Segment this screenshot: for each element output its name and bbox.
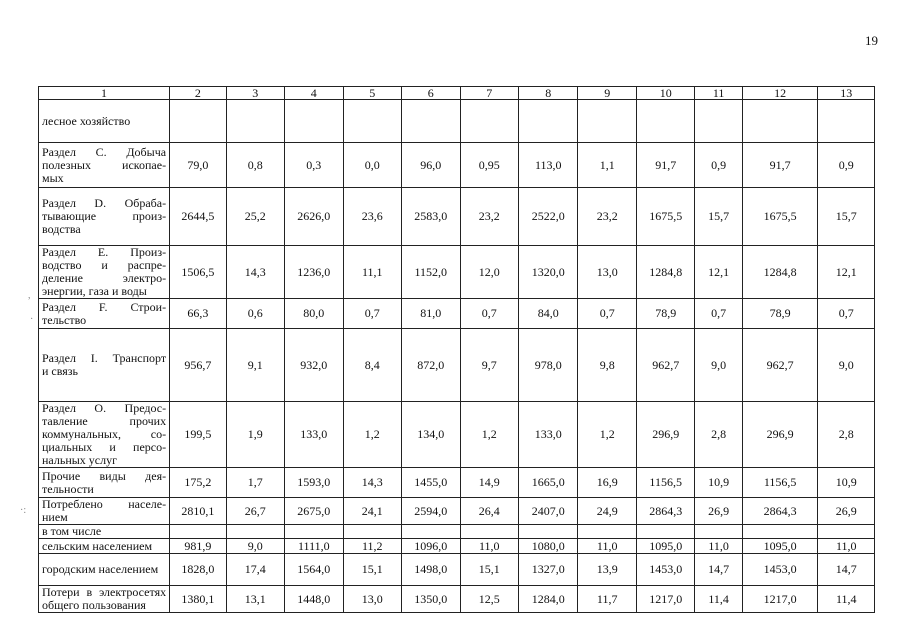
value-cell	[695, 100, 742, 143]
value-cell: 2583,0	[402, 188, 460, 246]
value-cell: 1,2	[460, 402, 518, 468]
column-number-header: 11	[695, 87, 742, 100]
value-cell: 296,9	[636, 402, 694, 468]
row-label-line: коммунальных, со-	[42, 427, 167, 441]
value-cell: 11,0	[695, 539, 742, 554]
row-label-line: мых	[42, 170, 64, 185]
value-cell: 10,9	[818, 468, 875, 498]
row-label	[39, 554, 170, 586]
row-label-line: Потреблено населе-	[42, 497, 167, 511]
value-cell: 15,1	[343, 554, 401, 586]
value-cell: 11,0	[460, 539, 518, 554]
column-number-header: 2	[170, 87, 226, 100]
value-cell: 11,0	[578, 539, 636, 554]
value-cell	[402, 525, 460, 539]
row-label-line: водства	[42, 222, 81, 236]
table-row	[39, 329, 875, 402]
row-label	[39, 525, 170, 539]
value-cell: 1156,5	[636, 468, 694, 498]
value-cell: 199,5	[170, 402, 226, 468]
value-cell: 175,2	[170, 468, 226, 498]
row-label-line: и связь	[42, 364, 78, 378]
value-cell	[285, 525, 343, 539]
value-cell: 1498,0	[402, 554, 460, 586]
row-label	[39, 246, 170, 299]
row-label-line: городским населением	[42, 562, 159, 576]
column-number-header: 9	[578, 87, 636, 100]
value-cell: 2407,0	[518, 498, 577, 525]
value-cell: 66,3	[170, 299, 226, 329]
row-label-line: тельности	[42, 481, 94, 496]
electricity-consumption-table	[38, 86, 875, 613]
value-cell: 23,2	[460, 188, 518, 246]
value-cell: 24,9	[578, 498, 636, 525]
column-number-header: 13	[818, 87, 875, 100]
value-cell: 956,7	[170, 329, 226, 402]
value-cell: 1327,0	[518, 554, 577, 586]
value-cell: 1455,0	[402, 468, 460, 498]
value-cell	[402, 100, 460, 143]
value-cell: 26,4	[460, 498, 518, 525]
value-cell: 13,0	[343, 586, 401, 613]
value-cell: 0,6	[226, 299, 284, 329]
value-cell: 0,7	[460, 299, 518, 329]
value-cell	[636, 525, 694, 539]
page-number: 19	[865, 33, 878, 48]
value-cell: 14,3	[343, 468, 401, 498]
row-label	[39, 329, 170, 402]
value-cell: 26,7	[226, 498, 284, 525]
row-label-line: энергии, газа и воды	[42, 284, 147, 298]
value-cell: 2,8	[695, 402, 742, 468]
value-cell: 1,2	[343, 402, 401, 468]
value-cell: 84,0	[518, 299, 577, 329]
value-cell: 1593,0	[285, 468, 343, 498]
value-cell: 0,7	[578, 299, 636, 329]
value-cell: 1453,0	[636, 554, 694, 586]
value-cell: 96,0	[402, 143, 460, 188]
value-cell: 11,1	[343, 246, 401, 299]
value-cell	[578, 100, 636, 143]
row-label-line: Раздел E. Произ-	[42, 245, 167, 259]
value-cell: 13,9	[578, 554, 636, 586]
value-cell: 9,1	[226, 329, 284, 402]
value-cell: 25,2	[226, 188, 284, 246]
value-cell: 12,5	[460, 586, 518, 613]
value-cell: 1320,0	[518, 246, 577, 299]
column-number-header: 5	[343, 87, 401, 100]
value-cell: 932,0	[285, 329, 343, 402]
value-cell: 1284,8	[636, 246, 694, 299]
value-cell: 11,4	[695, 586, 742, 613]
value-cell: 11,7	[578, 586, 636, 613]
value-cell	[518, 100, 577, 143]
value-cell	[285, 100, 343, 143]
value-cell: 1448,0	[285, 586, 343, 613]
value-cell: 9,0	[695, 329, 742, 402]
column-number-header: 7	[460, 87, 518, 100]
row-label	[39, 143, 170, 188]
value-cell	[170, 525, 226, 539]
row-label	[39, 586, 170, 613]
row-label-line: тавление прочих	[42, 414, 167, 428]
value-cell: 962,7	[742, 329, 818, 402]
value-cell: 15,7	[695, 188, 742, 246]
table-row	[39, 468, 875, 498]
row-label-line: Раздел F. Строи-	[42, 299, 167, 314]
row-label-line: в том числе	[42, 524, 102, 538]
scan-mark: ,	[28, 290, 31, 301]
value-cell: 2522,0	[518, 188, 577, 246]
value-cell: 0,0	[343, 143, 401, 188]
row-label-line: общего пользования	[42, 598, 146, 612]
value-cell: 1350,0	[402, 586, 460, 613]
value-cell: 978,0	[518, 329, 577, 402]
row-label-line: Раздел D. Обраба-	[42, 196, 167, 210]
value-cell: 981,9	[170, 539, 226, 554]
table-row	[39, 143, 875, 188]
value-cell: 14,9	[460, 468, 518, 498]
row-label-line: нальных услуг	[42, 453, 118, 467]
row-label	[39, 299, 170, 329]
row-label-line: Прочие виды дея-	[42, 468, 167, 483]
table-row	[39, 525, 875, 539]
value-cell: 14,7	[818, 554, 875, 586]
value-cell: 0,7	[818, 299, 875, 329]
value-cell: 133,0	[518, 402, 577, 468]
value-cell: 2594,0	[402, 498, 460, 525]
table-row	[39, 299, 875, 329]
value-cell: 1506,5	[170, 246, 226, 299]
value-cell: 1217,0	[636, 586, 694, 613]
value-cell: 1,1	[578, 143, 636, 188]
column-number-header: 6	[402, 87, 460, 100]
value-cell: 17,4	[226, 554, 284, 586]
value-cell: 91,7	[742, 143, 818, 188]
value-cell: 1080,0	[518, 539, 577, 554]
value-cell: 0,7	[343, 299, 401, 329]
value-cell: 2864,3	[742, 498, 818, 525]
value-cell: 14,3	[226, 246, 284, 299]
value-cell: 12,0	[460, 246, 518, 299]
value-cell: 11,4	[818, 586, 875, 613]
value-cell: 9,0	[818, 329, 875, 402]
table-row	[39, 100, 875, 143]
value-cell: 1665,0	[518, 468, 577, 498]
value-cell: 0,9	[695, 143, 742, 188]
value-cell: 9,8	[578, 329, 636, 402]
row-label	[39, 498, 170, 525]
table-row	[39, 554, 875, 586]
value-cell: 1095,0	[636, 539, 694, 554]
value-cell: 113,0	[518, 143, 577, 188]
column-number-header: 8	[518, 87, 577, 100]
row-label	[39, 468, 170, 498]
table-header-row	[39, 87, 875, 100]
row-label-line: тельство	[42, 312, 87, 327]
row-label-line: Раздел O. Предос-	[42, 401, 167, 415]
value-cell: 2626,0	[285, 188, 343, 246]
value-cell: 15,1	[460, 554, 518, 586]
value-cell: 0,9	[818, 143, 875, 188]
row-label	[39, 402, 170, 468]
value-cell: 26,9	[695, 498, 742, 525]
table-row	[39, 402, 875, 468]
value-cell: 11,0	[818, 539, 875, 554]
value-cell: 1,7	[226, 468, 284, 498]
value-cell: 24,1	[343, 498, 401, 525]
row-label-line: деление электро-	[42, 271, 167, 285]
row-label-line: Раздел C. Добыча	[42, 144, 167, 159]
value-cell: 1156,5	[742, 468, 818, 498]
column-number-header: 1	[39, 87, 170, 100]
value-cell	[460, 100, 518, 143]
value-cell: 12,1	[818, 246, 875, 299]
value-cell: 0,3	[285, 143, 343, 188]
value-cell: 23,2	[578, 188, 636, 246]
value-cell: 79,0	[170, 143, 226, 188]
value-cell	[695, 525, 742, 539]
column-number-header: 4	[285, 87, 343, 100]
column-number-header: 12	[742, 87, 818, 100]
value-cell: 1564,0	[285, 554, 343, 586]
value-cell: 872,0	[402, 329, 460, 402]
value-cell: 2,8	[818, 402, 875, 468]
value-cell	[170, 100, 226, 143]
value-cell: 0,7	[695, 299, 742, 329]
value-cell	[226, 525, 284, 539]
value-cell: 133,0	[285, 402, 343, 468]
value-cell: 0,95	[460, 143, 518, 188]
table-row	[39, 498, 875, 525]
value-cell: 13,1	[226, 586, 284, 613]
table-row	[39, 246, 875, 299]
value-cell	[818, 100, 875, 143]
value-cell: 2864,3	[636, 498, 694, 525]
value-cell	[460, 525, 518, 539]
value-cell: 8,4	[343, 329, 401, 402]
row-label	[39, 100, 170, 143]
value-cell: 81,0	[402, 299, 460, 329]
value-cell: 78,9	[636, 299, 694, 329]
value-cell: 26,9	[818, 498, 875, 525]
value-cell: 962,7	[636, 329, 694, 402]
row-label-line: тывающие произ-	[42, 209, 167, 223]
value-cell: 1675,5	[742, 188, 818, 246]
scan-mark: ·:	[20, 505, 27, 516]
value-cell: 1675,5	[636, 188, 694, 246]
value-cell	[636, 100, 694, 143]
row-label-line: водство и распре-	[42, 258, 167, 272]
value-cell: 134,0	[402, 402, 460, 468]
column-number-header: 3	[226, 87, 284, 100]
value-cell: 1828,0	[170, 554, 226, 586]
value-cell: 2810,1	[170, 498, 226, 525]
value-cell: 1236,0	[285, 246, 343, 299]
value-cell: 1380,1	[170, 586, 226, 613]
value-cell	[742, 100, 818, 143]
value-cell: 0,8	[226, 143, 284, 188]
table-row	[39, 539, 875, 554]
value-cell: 9,0	[226, 539, 284, 554]
value-cell: 1,9	[226, 402, 284, 468]
value-cell: 1453,0	[742, 554, 818, 586]
value-cell: 9,7	[460, 329, 518, 402]
value-cell: 1096,0	[402, 539, 460, 554]
table-row	[39, 188, 875, 246]
row-label-line: лесное хозяйство	[42, 113, 131, 128]
value-cell	[226, 100, 284, 143]
value-cell: 11,2	[343, 539, 401, 554]
table-row	[39, 586, 875, 613]
row-label-line: полезных ископае-	[42, 157, 167, 172]
value-cell: 12,1	[695, 246, 742, 299]
row-label-line: сельским населением	[42, 538, 153, 553]
row-label-line: нием	[42, 510, 68, 524]
value-cell: 1217,0	[742, 586, 818, 613]
value-cell: 78,9	[742, 299, 818, 329]
value-cell: 1284,8	[742, 246, 818, 299]
value-cell: 16,9	[578, 468, 636, 498]
column-number-header: 10	[636, 87, 694, 100]
value-cell: 1095,0	[742, 539, 818, 554]
row-label	[39, 539, 170, 554]
row-label	[39, 188, 170, 246]
value-cell: 2675,0	[285, 498, 343, 525]
value-cell	[343, 525, 401, 539]
value-cell: 296,9	[742, 402, 818, 468]
value-cell: 15,7	[818, 188, 875, 246]
value-cell	[578, 525, 636, 539]
value-cell: 23,6	[343, 188, 401, 246]
row-label-line: Раздел I. Транспорт	[42, 351, 167, 365]
value-cell: 1284,0	[518, 586, 577, 613]
value-cell: 10,9	[695, 468, 742, 498]
value-cell: 1152,0	[402, 246, 460, 299]
value-cell: 91,7	[636, 143, 694, 188]
value-cell	[343, 100, 401, 143]
value-cell	[818, 525, 875, 539]
value-cell: 2644,5	[170, 188, 226, 246]
value-cell: 14,7	[695, 554, 742, 586]
row-label-line: Потери в электросетях	[42, 585, 167, 599]
value-cell: 13,0	[578, 246, 636, 299]
scan-mark: ·	[30, 314, 34, 325]
row-label-line: циальных и персо-	[42, 440, 167, 454]
value-cell	[742, 525, 818, 539]
value-cell: 1,2	[578, 402, 636, 468]
value-cell	[518, 525, 577, 539]
value-cell: 1111,0	[285, 539, 343, 554]
value-cell: 80,0	[285, 299, 343, 329]
